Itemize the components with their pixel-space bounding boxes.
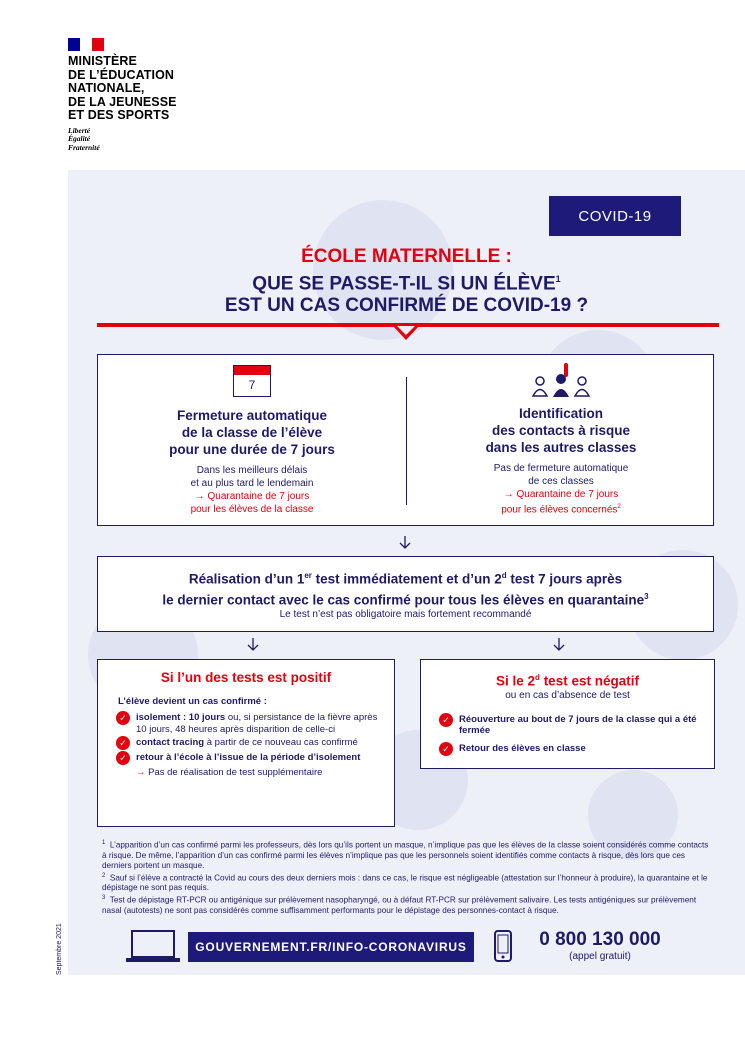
phone-icon — [494, 930, 512, 967]
covid-badge: COVID-19 — [549, 196, 681, 236]
negative-test-heading: Si le 2$^d$ test est négatif — [496, 673, 639, 689]
chevron-down-icon — [393, 326, 419, 340]
marianne-flag-icon — [68, 38, 104, 51]
list-item: ✓ contact tracing à partir de ce nouveau cas confirmé — [116, 737, 386, 750]
testing-note: Le test n’est pas obligatoire mais fortement recommandé — [279, 609, 532, 620]
ministry-logo — [68, 38, 177, 152]
phone-number[interactable]: 0 800 130 000 (appel gratuit) — [539, 929, 661, 962]
list-item: ✓ retour à l’école à l’issue de la période d’isolement — [116, 752, 386, 765]
list-item: ✓ Retour des élèves en classe — [439, 743, 706, 756]
calendar-icon: 7 — [233, 365, 271, 397]
class-closure-column: 7 Fermeture automatique de la classe de l’élève pour une durée de 7 jours Dans les meilleurs délais et au plus tard le lendemain → Quarantaine de 7 jours pour les élèves de la classe — [98, 355, 406, 516]
check-icon: ✓ — [116, 711, 130, 725]
website-link[interactable]: GOUVERNEMENT.FR/INFO-CORONAVIRUS — [188, 932, 474, 962]
people-icon — [407, 361, 715, 397]
list-item: ✓ isolement : 10 jours ou, si persistance de la fièvre après 10 jours, 48 heures après disparition de celle-ci — [116, 712, 386, 735]
arrow-down-icon — [247, 638, 259, 652]
ministry-name: MINISTÈRE DE L’ÉDUCATION NATIONALE, DE LA JEUNESSE ET DES SPORTS — [68, 54, 177, 122]
arrow-right-icon: → — [136, 767, 146, 778]
laptop-icon — [125, 930, 181, 969]
no-extra-test-note: → Pas de réalisation de test supplémentaire — [136, 767, 323, 778]
footnotes: $^1$ L’apparition d’un cas confirmé parmi les professeurs, dès lors qu’ils portent un masque, n’implique pas que les élèves de la classe soient considérés comme contacts à risque. De même, l’apparition d’un cas confirmé parmi les élèves n’implique pas que les personnels soient identifiés comme contacts à risque, dès lors que ces derniers portent un masque. $^2$ Sauf si l’élève a contracté la Covid au cours des deux derniers mois : dans ce cas, le risque est négligeable (attestation sur l’honneur à produire), la quarantaine et le dépistage ne sont pas requis. $^3$ Test de dépistage RT-PCR ou antigénique sur prélèvement nasopharyngé, ou à défaut RT-PCR sur prélèvement salivaire. Les tests antigéniques sur prélèvement nasal (autotests) ne sont pas considérés comme suffisamment performants pour le dépistage des personnes-contact à risque. — [102, 840, 709, 916]
negative-test-list — [421, 714, 714, 756]
check-icon: ✓ — [116, 751, 130, 765]
positive-test-heading: Si l’un des tests est positif — [160, 670, 332, 685]
positive-test-list — [98, 712, 394, 765]
arrow-down-icon — [399, 536, 411, 550]
testing-heading: Réalisation d’un 1er test immédiatement et d’un 2$^d$ test 7 jours après le dernier contact avec le cas confirmé pour tous les élèves en quarantaine$^3$ — [162, 571, 649, 607]
page-title: ÉCOLE MATERNELLE : QUE SE PASSE-T-IL SI UN ÉLÈVE$^1$ EST UN CAS CONFIRMÉ DE COVID-19 ? — [224, 246, 589, 317]
contact-identification-heading: Identification des contacts à risque dans les autres classes — [485, 406, 637, 455]
arrow-down-icon — [553, 638, 565, 652]
publication-date: Septembre 2021 — [56, 923, 63, 975]
testing-box — [97, 556, 714, 632]
list-item: ✓ Réouverture au bout de 7 jours de la classe qui a été fermée — [439, 714, 706, 737]
motto: Liberté Égalité Fraternité — [68, 125, 100, 152]
positive-test-box: Si l’un des tests est positif L’élève devient un cas confirmé : ✓ isolement : 10 jours ou, si persistance de la fièvre après 10 jours, 48 heures après disparition de celle-ci ✓ contact tracing à partir de ce nouveau cas confirmé ✓ retour à l’école à l’issue de la période d’isolement → Pas de réalisation de test supplémentaire — [97, 659, 395, 827]
check-icon: ✓ — [116, 736, 130, 750]
initial-measures-box — [97, 354, 714, 526]
negative-test-box: Si le 2$^d$ test est négatif ou en cas d’absence de test ✓ Réouverture au bout de 7 jours de la classe qui a été fermée ✓ Retour des élèves en classe — [420, 659, 715, 769]
check-icon: ✓ — [439, 713, 453, 727]
check-icon: ✓ — [439, 742, 453, 756]
contact-identification-column: Identification des contacts à risque dans les autres classes Pas de fermeture automatique de ces classes → Quarantaine de 7 jours pour les élèves concernés$^2$ — [407, 355, 715, 516]
class-closure-heading: Fermeture automatique de la classe de l’élève pour une durée de 7 jours — [169, 408, 335, 457]
